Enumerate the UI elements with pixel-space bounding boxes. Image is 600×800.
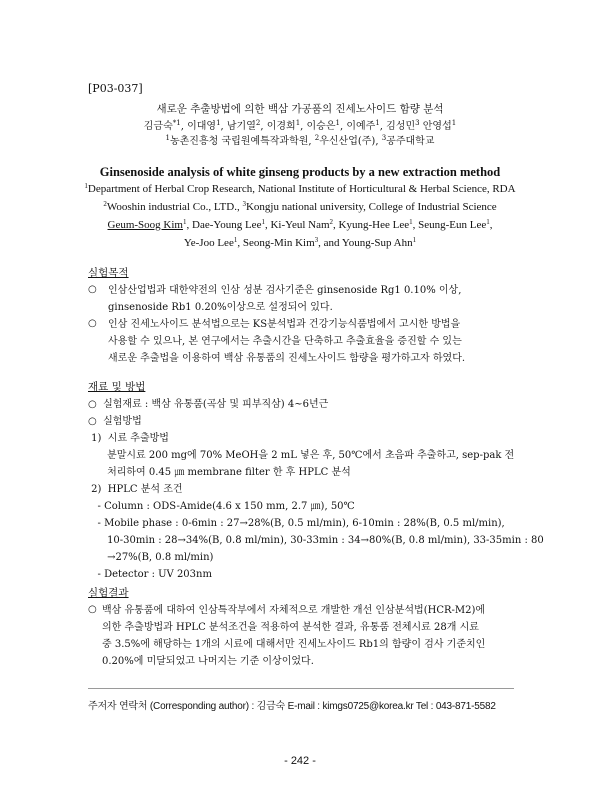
affiliation-superscript: 1 — [375, 119, 380, 127]
affiliation-superscript: 3 — [381, 134, 387, 142]
affiliation-text: 농촌진흥청 국립원예특작과학원, — [169, 136, 315, 147]
author-name: , Kyung-Hee Lee — [333, 219, 410, 231]
author-name: 김금숙 — [143, 121, 173, 132]
bullet-marker: ○ — [88, 318, 97, 329]
english-authors-line1 — [0, 219, 600, 231]
author-name: 안영섭 — [419, 121, 452, 132]
abstract-code: [P03-037] — [88, 82, 143, 95]
affiliation-superscript: 2 — [314, 134, 320, 142]
author-name: , 남기열 — [220, 121, 256, 132]
affiliation-superscript: 1 — [183, 218, 187, 226]
affiliation-superscript: 3 — [415, 119, 420, 127]
text-line: ○ 실험방법 — [88, 416, 142, 427]
author-name: , — [489, 219, 493, 231]
affiliation-superscript: 1 — [295, 119, 301, 127]
text-line: ginsenoside Rb1 0.20%이상으로 설정되어 있다. — [108, 302, 333, 313]
author-name: Geum-Soog Kim — [107, 219, 183, 231]
text-line: 분말시료 200 mg에 70% MeOH을 2 mL 넣은 후, 50℃에서 초음파 추출하고, sep-pak 전 — [88, 450, 515, 461]
text-line: 1) 시료 추출방법 — [88, 433, 169, 444]
text-line: 백삼 유통품에 대하여 인삼특작부에서 자체적으로 개발한 개선 인삼분석법(HCR-M2)에 — [102, 605, 486, 616]
author-name: , and Young-Sup Ahn — [318, 237, 413, 249]
text-line: - Detector : UV 203nm — [88, 569, 212, 580]
affiliation-superscript: 2 — [329, 218, 334, 226]
results-heading: 실험결과 — [88, 587, 129, 599]
author-name: , Dae-Young Lee — [186, 219, 262, 231]
author-name: , Seung-Eun Lee — [412, 219, 487, 231]
korean-title: 새로운 추출방법에 의한 백삼 가공품의 진세노사이드 함량 분석 — [156, 103, 444, 115]
english-affiliation-1: $^1$Department of Herbal Crop Research, National Institute of Horticultural & Herbal Science, RDA — [84, 182, 516, 195]
author-name: , Ki-Yeul Nam — [264, 219, 330, 231]
author-name: , 김성민 — [379, 121, 416, 132]
author-name: , 이승은 — [300, 121, 336, 132]
text-line: 중 3.5%에 해당하는 1개의 시료에 대해서만 진세노사이드 Rb1의 함량이 검사 기준치인 — [102, 639, 486, 650]
page-number: - 242 - — [284, 755, 316, 767]
text-line: 인삼산업법과 대한약전의 인삼 성분 검사기준은 ginsenoside Rg1 0.10% 이상, — [108, 285, 462, 296]
affiliation-superscript: 1 — [216, 119, 221, 127]
author-name: , 이예주 — [339, 121, 376, 132]
text-line: 0.20%에 미달되었고 나머지는 기준 이상이었다. — [102, 656, 314, 667]
affiliation-superscript: 1 — [409, 218, 413, 226]
affiliation-superscript: 1 — [335, 119, 340, 127]
english-title: Ginsenoside analysis of white ginseng products by a new extraction method — [99, 165, 501, 179]
affiliation-superscript: 1 — [451, 119, 457, 127]
affiliation-superscript: *1 — [172, 119, 181, 127]
affiliation-superscript: 1 — [412, 236, 417, 244]
purpose-heading: 실험목적 — [88, 267, 129, 279]
text-line: →27%(B, 0.8 ml/min) — [88, 552, 214, 563]
affiliation-superscript: 2 — [103, 200, 107, 208]
affiliation-superscript: 3 — [242, 200, 246, 208]
text-line: 사용할 수 있으나, 본 연구에서는 추출시간을 단축하고 추출효율을 증진할 수 있는 — [108, 336, 462, 347]
purpose-item-1 — [108, 282, 461, 316]
methods-heading: 재료 및 방법 — [88, 381, 146, 393]
author-name: Ye-Joo Lee — [183, 237, 234, 249]
affiliation-text: 공주대학교 — [386, 136, 435, 147]
affiliation-superscript: 1 — [486, 218, 490, 226]
korean-authors — [0, 117, 600, 132]
affiliation-text: Wooshin industrial Co., LTD., — [106, 201, 243, 213]
bullet-marker: ○ — [88, 284, 97, 295]
text-line: 의한 추출방법과 HPLC 분석조건을 적용하여 분석한 결과, 유통품 전체시료 28개 시료 — [102, 622, 479, 633]
methods-body — [88, 396, 544, 583]
bullet-marker: ○ — [88, 604, 97, 615]
text-line: 10-30min : 28→34%(B, 0.8 ml/min), 30-33min : 34→80%(B, 0.8 ml/min), 33-35min : 80 — [88, 535, 544, 546]
text-line: - Column : ODS-Amide(4.6 x 150 mm, 2.7 ㎛), 50℃ — [88, 501, 355, 512]
text-line: 2) HPLC 분석 조건 — [88, 484, 183, 495]
affiliation-superscript: 1 — [261, 218, 265, 226]
korean-affiliations — [0, 132, 600, 147]
english-authors-line2 — [0, 237, 600, 249]
text-line: ○ 실험재료 : 백삼 유통품(곡삼 및 피부직삼) 4~6년근 — [88, 399, 329, 410]
results-body — [102, 602, 485, 670]
english-affiliation-2 — [0, 201, 600, 213]
purpose-item-2 — [108, 316, 465, 367]
author-name: , Seong-Min Kim — [237, 237, 315, 249]
affiliation-superscript: 1 — [233, 236, 238, 244]
text-line: - Mobile phase : 0-6min : 27→28%(B, 0.5 ml/min), 6-10min : 28%(B, 0.5 ml/min), — [88, 518, 505, 529]
text-line: 새로운 추출법을 이용하여 백삼 유통품의 진세노사이드 함량을 평가하고자 하였다. — [108, 353, 466, 364]
affiliation-superscript: 3 — [314, 236, 319, 244]
text-line: 처리하여 0.45 ㎛ membrane filter 한 후 HPLC 분석 — [88, 467, 351, 478]
affiliation-superscript: 1 — [165, 134, 170, 142]
author-name: , 이경희 — [260, 121, 296, 132]
footer-divider — [88, 688, 514, 689]
affiliation-text: 우신산업(주), — [319, 136, 382, 147]
text-line: 인삼 진세노사이드 분석법으로는 KS분석법과 건강기능식품법에서 고시한 방법을 — [108, 319, 461, 330]
affiliation-superscript: 2 — [255, 119, 261, 127]
author-name: , 이대영 — [180, 121, 217, 132]
corresponding-author: 주저자 연락처 (Corresponding author) : 김금숙 E-mail : kimgs0725@korea.kr Tel : 043-871-5582 — [88, 701, 496, 712]
affiliation-text: Kongju national university, College of Industrial Science — [245, 201, 497, 213]
